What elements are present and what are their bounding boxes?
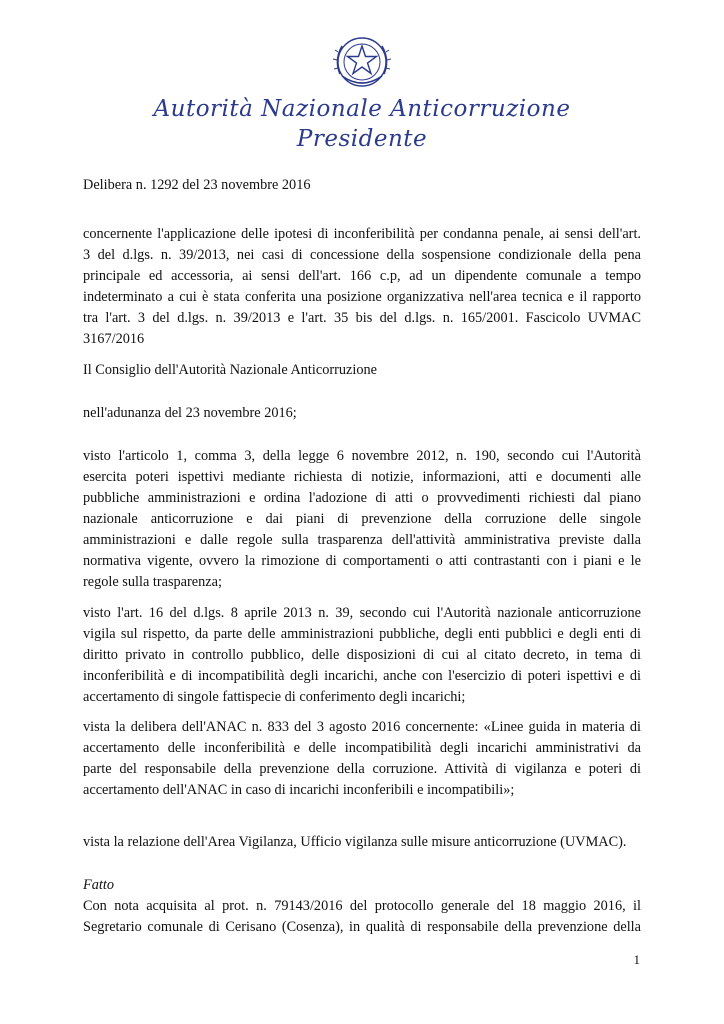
text-line: vista la delibera dell'ANAC n. 833 del 3 agosto 2016 concernente: «Linee guida in materia di <box>83 719 641 735</box>
meeting-text: nell'adunanza del 23 novembre 2016; <box>83 405 297 421</box>
vista-paragraph-1 <box>83 717 641 801</box>
council-heading <box>83 360 641 381</box>
text-line: indeterminato a cui è stata conferita una posizione organizzativa nell'area tecnica e il rapporto <box>83 289 641 305</box>
subject-paragraph <box>83 224 641 350</box>
president-title: Presidente <box>296 126 428 152</box>
vista-paragraph-2 <box>83 832 641 853</box>
text-line: 3167/2016 <box>83 331 145 347</box>
text-line: amministrazioni e dalle regole sulla trasparenza dell'attività amministrativa previste dalla <box>83 532 641 548</box>
text-line: regole sulla trasparenza; <box>83 574 222 590</box>
visto-paragraph-1 <box>83 446 641 593</box>
text-line: normativa vigente, ovvero la rimozione di comportamenti o atti contrastanti con i piani e le <box>83 553 641 569</box>
text-line: inconferibilità e di incompatibilità degli incarichi, anche con l'esercizio di poteri ispettivi e di <box>83 668 641 684</box>
meeting-paragraph <box>83 403 641 424</box>
delibera-title-text: Delibera n. 1292 del 23 novembre 2016 <box>83 177 311 193</box>
text-line: esercita poteri ispettivi mediante richiesta di notizie, informazioni, atti e documenti alle <box>83 469 641 485</box>
text-line: diritto privato in controllo pubblico, delle disposizioni di cui al citato decreto, in tema di <box>83 647 641 663</box>
text-line: Segretario comunale di Cerisano (Cosenza), in qualità di responsabile della prevenzione della <box>83 919 641 935</box>
text-line: accertamento delle inconferibilità e delle incompatibilità degli incarichi amministrativi da <box>83 740 641 756</box>
text-line: tra l'art. 3 del d.lgs. n. 39/2013 e l'art. 35 bis del d.lgs. n. 165/2001. Fascicolo UVMAC <box>83 310 641 326</box>
text-line: visto l'art. 16 del d.lgs. 8 aprile 2013 n. 39, secondo cui l'Autorità nazionale anticorruzione <box>83 605 641 621</box>
text-line: vigila sul rispetto, da parte delle amministrazioni pubbliche, degli enti pubblici e degli enti di <box>83 626 641 642</box>
text-line: concernente l'applicazione delle ipotesi di inconferibilità per condanna penale, ai sensi dell'art. <box>83 226 641 242</box>
page-number: 1 <box>633 952 640 967</box>
text-line: 3 del d.lgs. n. 39/2013, nei casi di concessione della sospensione condizionale della pena <box>83 247 641 263</box>
text-line: accertamento dell'ANAC in caso di incarichi inconferibili e incompatibili»; <box>83 782 515 798</box>
authority-name: Autorità Nazionale Anticorruzione <box>153 96 571 122</box>
council-text: Il Consiglio dell'Autorità Nazionale Anticorruzione <box>83 362 378 378</box>
text-line: parte del responsabile della prevenzione della corruzione. Attività di vigilanza e poteri di <box>83 761 641 777</box>
visto-paragraph-2 <box>83 603 641 708</box>
text-line: pubbliche amministrazioni e ordina l'adozione di atti o provvedimenti richiesti dal piano <box>83 490 641 506</box>
text-line: vista la relazione dell'Area Vigilanza, Ufficio vigilanza sulle misure anticorruzione (UVMAC). <box>83 834 627 850</box>
italian-republic-emblem-icon <box>330 30 394 94</box>
text-line: visto l'articolo 1, comma 3, della legge 6 novembre 2012, n. 190, secondo cui l'Autorità <box>83 448 641 464</box>
delibera-title <box>83 175 641 196</box>
text-line: Con nota acquisita al prot. n. 79143/2016 del protocollo generale del 18 maggio 2016, il <box>83 898 641 914</box>
text-line: nazionale anticorruzione e dai piani di prevenzione della corruzione delle singole <box>83 511 641 527</box>
text-line: principale ed accessoria, ai sensi dell'art. 166 c.p, ad un dipendente comunale a tempo <box>83 268 641 284</box>
text-line: accertamento di singole fattispecie di conferimento degli incarichi; <box>83 689 466 705</box>
fatto-section <box>83 875 641 938</box>
fatto-heading: Fatto <box>83 877 114 893</box>
